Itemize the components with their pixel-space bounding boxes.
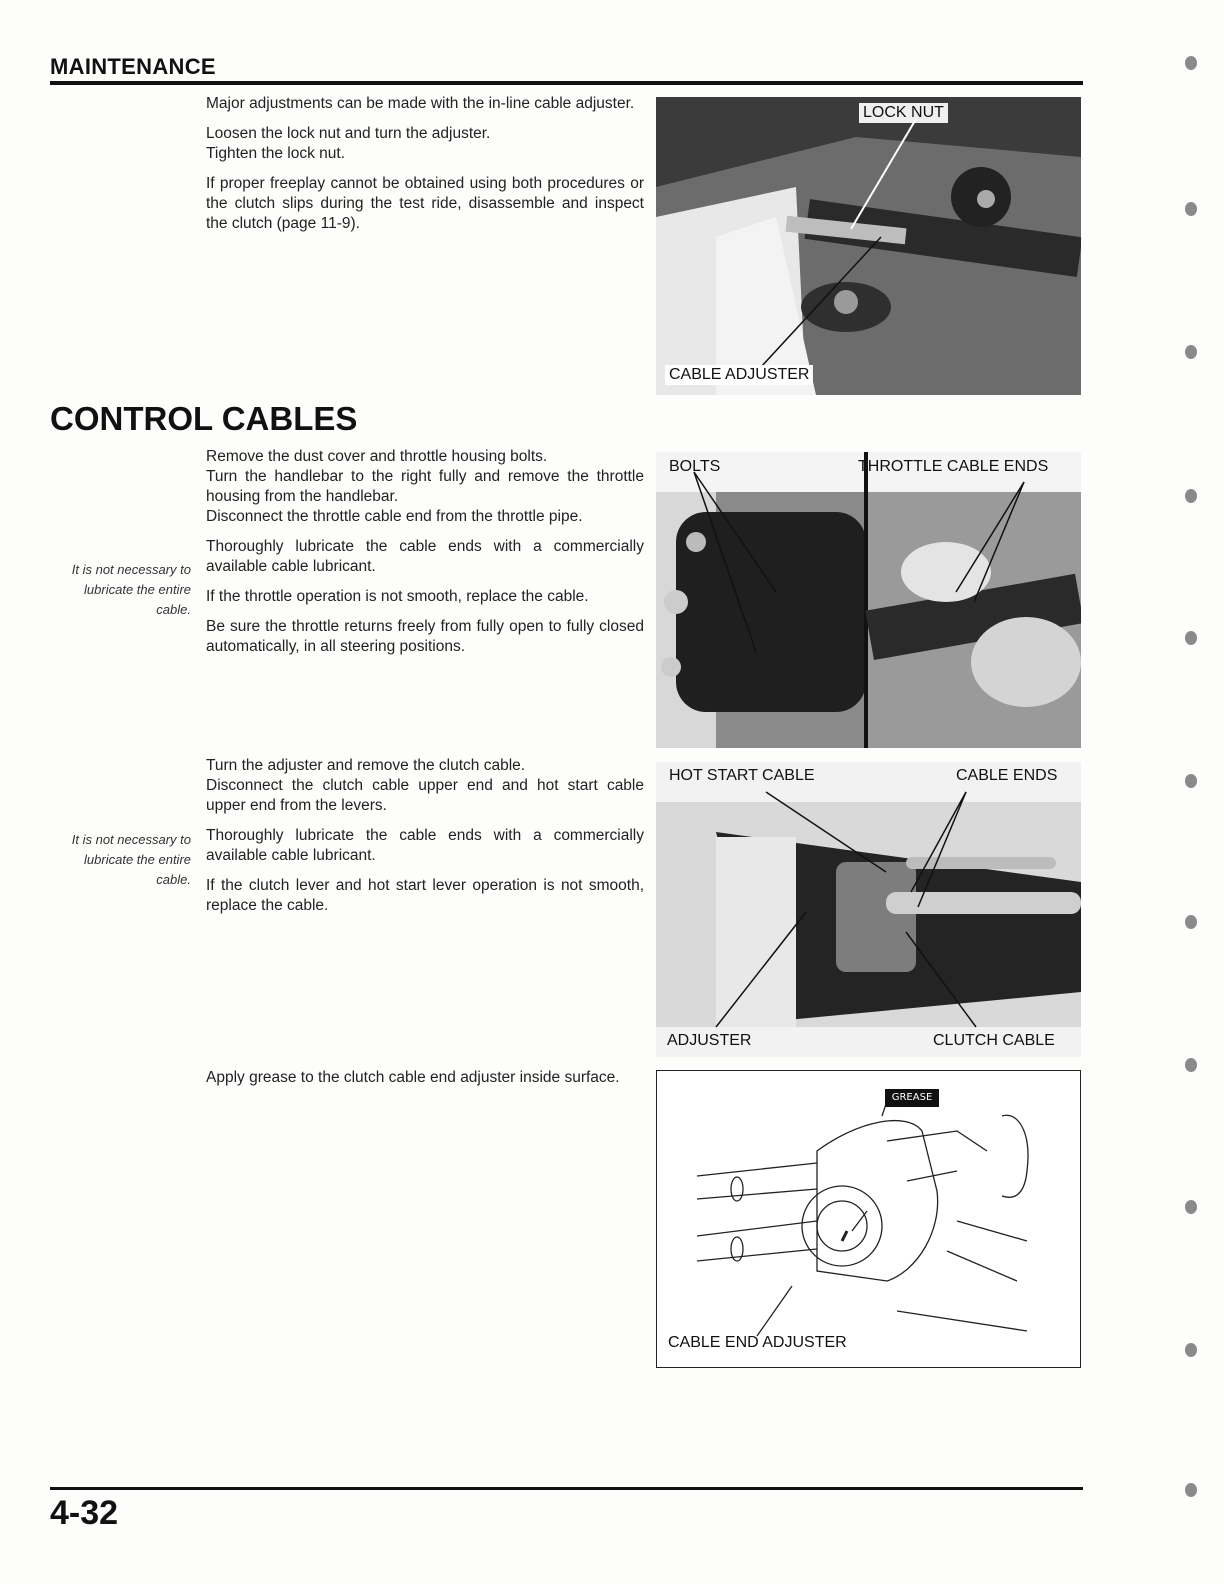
binder-hole xyxy=(1185,489,1197,503)
throttle-photo-illustration xyxy=(656,452,1081,748)
paragraph: Major adjustments can be made with the in-line cable adjuster. xyxy=(206,95,635,112)
paragraph: Be sure the throttle returns freely from fully open to fully closed automatically, in all steering positions. xyxy=(206,618,644,655)
section-title: MAINTENANCE xyxy=(50,54,216,79)
footer-rule xyxy=(50,1487,1083,1490)
paragraph: Thoroughly lubricate the cable ends with a commercially available cable lubricant. xyxy=(206,827,644,864)
hot-start-cable-label: HOT START CABLE xyxy=(669,767,815,784)
bolts-label: BOLTS xyxy=(669,458,721,475)
paragraph: If the clutch lever and hot start lever operation is not smooth, replace the cable. xyxy=(206,877,644,914)
sentence: Disconnect the throttle cable end from the throttle pipe. xyxy=(206,508,583,525)
paragraph xyxy=(206,124,644,164)
binder-hole xyxy=(1185,345,1197,359)
cable-adjuster-label: CABLE ADJUSTER xyxy=(665,365,813,385)
clutch-cable-photo xyxy=(656,762,1081,1057)
sentence: Turn the handlebar to the right fully and remove the throttle housing from the handlebar. xyxy=(206,468,644,505)
binder-hole xyxy=(1185,1343,1197,1357)
sentence: Disconnect the clutch cable upper end and hot start cable upper end from the levers. xyxy=(206,777,644,814)
cable-end-adjuster-label: CABLE END ADJUSTER xyxy=(668,1334,847,1351)
throttle-photo xyxy=(656,452,1081,748)
throttle-cable-ends-label: THROTTLE CABLE ENDS xyxy=(858,458,1049,475)
control-cables-heading: CONTROL CABLES xyxy=(50,400,358,437)
binder-hole xyxy=(1185,56,1197,70)
side-note: It is not necessary to lubricate the entire cable. xyxy=(71,562,191,617)
grease-icon: GREASE xyxy=(885,1089,939,1107)
page-number: 4-32 xyxy=(50,1494,119,1532)
paragraph xyxy=(206,447,644,527)
binder-hole xyxy=(1185,1483,1197,1497)
inline-adjuster-text xyxy=(206,94,644,244)
binder-hole xyxy=(1185,631,1197,645)
lock-nut-label: LOCK NUT xyxy=(859,103,948,123)
paragraph xyxy=(206,756,644,816)
sentence: Turn the adjuster and remove the clutch cable. xyxy=(206,757,526,774)
clutch-cable-label: CLUTCH CABLE xyxy=(933,1032,1055,1049)
paragraph: If proper freeplay cannot be obtained using both procedures or the clutch slips during the test ride, disassemble and inspect the clutch (page 11-9). xyxy=(206,175,644,232)
clutch-cable-text xyxy=(206,756,644,926)
side-note: It is not necessary to lubricate the entire cable. xyxy=(71,832,191,887)
binder-hole xyxy=(1185,774,1197,788)
binder-hole xyxy=(1185,915,1197,929)
binder-hole xyxy=(1185,202,1197,216)
header-rule xyxy=(50,81,1083,85)
sentence: Remove the dust cover and throttle housing bolts. xyxy=(206,448,548,465)
lock-nut-photo xyxy=(656,97,1081,395)
binder-hole xyxy=(1185,1200,1197,1214)
adjuster-label: ADJUSTER xyxy=(667,1032,752,1049)
cable-end-adjuster-line-drawing xyxy=(657,1071,1080,1367)
throttle-cable-text xyxy=(206,447,644,667)
binder-hole xyxy=(1185,1058,1197,1072)
paragraph: If the throttle operation is not smooth, replace the cable. xyxy=(206,588,589,605)
sentence: Loosen the lock nut and turn the adjuster. xyxy=(206,125,491,142)
paragraph: Apply grease to the clutch cable end adjuster inside surface. xyxy=(206,1069,620,1086)
cable-ends-label: CABLE ENDS xyxy=(956,767,1058,784)
clutch-cable-photo-illustration xyxy=(656,762,1081,1057)
lock-nut-photo-illustration xyxy=(656,97,1081,395)
sentence: Tighten the lock nut. xyxy=(206,145,346,162)
cable-end-adjuster-diagram xyxy=(656,1070,1081,1368)
grease-text xyxy=(206,1068,644,1098)
paragraph: Thoroughly lubricate the cable ends with a commercially available cable lubricant. xyxy=(206,538,644,575)
